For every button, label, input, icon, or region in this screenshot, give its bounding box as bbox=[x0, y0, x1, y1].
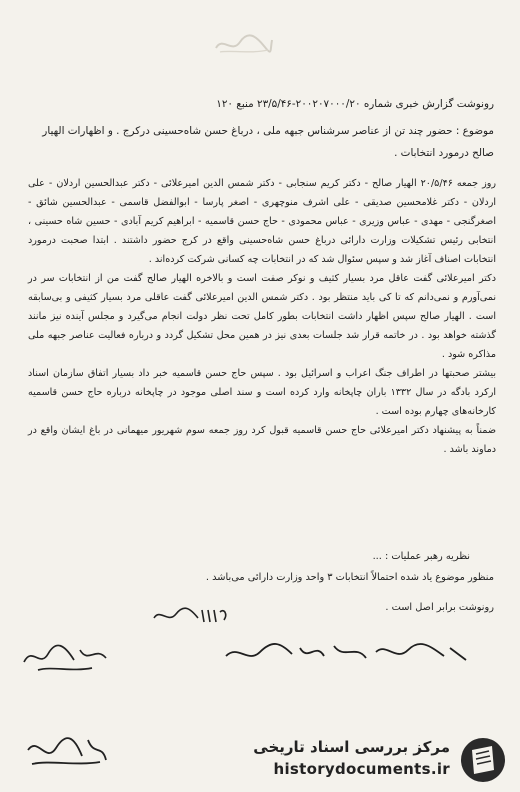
margin-handwriting-bottom bbox=[20, 730, 110, 770]
body-paragraph: روز جمعه ۲۰/۵/۴۶ الهیار صالح - دکتر کریم سنجابی - دکتر شمس الدین امیرعلائی - دکتر عبدالحسین اردلان - علی اردلان - دکتر غلامحسین صدیقی - علی اشرف منوچهری - اصغر پارسا - ابوالفضل قاسمی - عبدالحسین شائق - اصغرگنجی - مهدی - عباس وزیری - عباس محمودی - حاج حسن قاسمیه - ابراهیم کریم آبادی - حسین شاه حسینی ، انتخابی رئیس تشکیلات وزارت دارائی درباغ حسن شاه‌حسینی واقع در کرج حضور داشتند . ابتدا صحبت درمورد انتخابات اصناف آغاز شد و سپس سئوال شد که در انتخابات چه کسانی شرکت کرده‌اند . bbox=[28, 178, 496, 265]
margin-handwriting-top bbox=[18, 636, 110, 676]
handwritten-note bbox=[220, 636, 470, 672]
copy-certification: رونوشت برابر اصل است . bbox=[385, 602, 494, 613]
operations-comment: نظریه رهبر عملیات : ... bbox=[372, 551, 470, 562]
body-paragraph: ضمناً به پیشنهاد دکتر امیرعلائی حاج حسن قاسمیه قبول کرد روز جمعه سوم شهریور میهمانی در باغ ایشان واقع در دماوند باشد . bbox=[28, 425, 496, 455]
note-line: منظور موضوع یاد شده احتمالاً انتخابات ۳ واحد وزارت دارائی می‌باشد . bbox=[205, 572, 494, 583]
report-reference: رونوشت گزارش خبری شماره ۲۰۰۲۰۷۰۰۰/۲۰-۲۳/۵/۴۶ منبع ۱۲۰ bbox=[216, 98, 494, 110]
report-body bbox=[28, 174, 496, 459]
archive-logo-icon bbox=[458, 736, 508, 784]
body-paragraph: دکتر امیرعلائی گفت عاقل مرد بسیار کثیف و نوکر صفت است و بالاخره الهیار صالح گفت من از انتخابات سر در نمی‌آورم و نمی‌دانم که تا کی باید منتظر بود . دکتر شمس الدین امیرعلائی گفت عاقلی مرد بسیار کثیفی و بی‌سابقه است . الهیار صالح سپس اظهار داشت انتخابات بطور کامل تحت نظر دولت انجام می‌گیرد و مجلس آینده نیز مانند گذشته خواهد بود . در خاتمه قرار شد جلسات بعدی نیز در همین محل تشکیل گردد و درباره فعالیت عناصر جبهه ملی مذاکره شود . bbox=[28, 273, 496, 360]
faded-stamp bbox=[210, 30, 276, 58]
archive-url: historydocuments.ir bbox=[273, 760, 450, 778]
handwritten-signature bbox=[150, 604, 230, 628]
subject-line: موضوع : حضور چند تن از عناصر سرشناس جبهه ملی ، درباغ حسن شاه‌حسینی درکرج . و اظهارات الهیار صالح درمورد انتخابات . bbox=[42, 125, 494, 159]
archive-title: مرکز بررسی اسناد تاریخی bbox=[253, 738, 450, 756]
archive-watermark bbox=[232, 734, 512, 786]
body-paragraph: بیشتر صحبتها در اطراف جنگ اعراب و اسرائیل بود . سپس حاج حسن قاسمیه خبر داد بسیار اتفاق سازمان اسناد ارکرد بادگه در سال ۱۳۳۲ باران چاپخانه وارد کرده است و سند اصلی موجود در چاپخانه درباره حاج حسن قاسمیه کارخانه‌های چهارم بوده است . bbox=[28, 368, 497, 417]
